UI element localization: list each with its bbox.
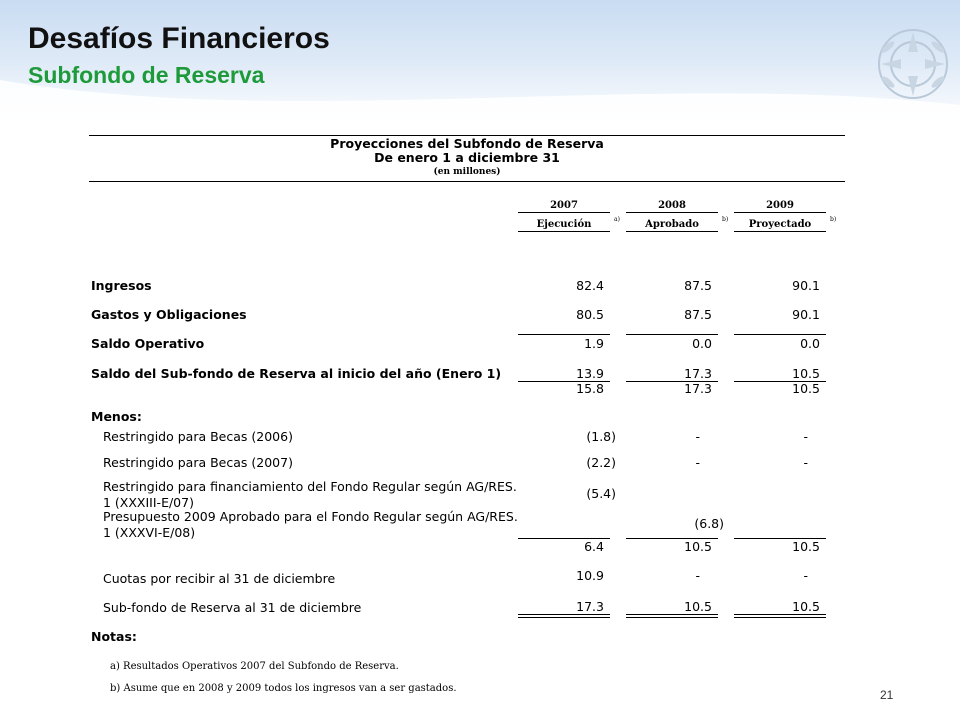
- value-ingresos-2009: 90.1: [792, 278, 820, 293]
- year-2009: 2009: [766, 200, 794, 211]
- table-heading: Proyecciones del Subfondo de Reserva: [330, 136, 604, 151]
- value-subfondo-final-2007: 17.3: [576, 599, 604, 614]
- notes-label: Notas:: [91, 629, 137, 644]
- column-marker-b: b): [722, 216, 729, 223]
- value-saldo-neto-2008: 10.5: [684, 539, 712, 554]
- row-label-ingresos: Ingresos: [91, 278, 152, 293]
- row-label-gastos: Gastos y Obligaciones: [91, 307, 247, 322]
- value-subtotal-2007: 15.8: [576, 381, 604, 396]
- row-label-presupuesto: Presupuesto 2009 Aprobado para el Fondo Regular según AG/RES.: [103, 509, 518, 524]
- row-label-saldo-operativo: Saldo Operativo: [91, 336, 205, 351]
- value-becas-2007-2008: -: [695, 455, 700, 470]
- note-a: a) Resultados Operativos 2007 del Subfondo de Reserva.: [110, 661, 399, 672]
- row-label-financiamiento-ref: 1 (XXXIII-E/07): [103, 495, 194, 510]
- value-cuotas-2008: -: [695, 568, 700, 583]
- value-becas-2007-2009: -: [803, 455, 808, 470]
- year-rule: [734, 212, 826, 213]
- row-label-financiamiento: Restringido para financiamiento del Fondo Regular según AG/RES.: [103, 479, 517, 494]
- year-2008: 2008: [658, 200, 686, 211]
- column-label-rule: [734, 231, 826, 232]
- value-subtotal-2008: 17.3: [684, 381, 712, 396]
- value-saldo-operativo-2008: 0.0: [692, 336, 712, 351]
- value-gastos-2008: 87.5: [684, 307, 712, 322]
- value-becas-2006-2008: -: [695, 429, 700, 444]
- column-marker-b: b): [830, 216, 837, 223]
- value-ingresos-2008: 87.5: [684, 278, 712, 293]
- subtotal-rule: [626, 334, 718, 335]
- row-label-becas-2006: Restringido para Becas (2006): [103, 429, 293, 444]
- total-double-rule: [626, 614, 718, 618]
- column-label-proyectado: Proyectado: [748, 219, 812, 230]
- value-saldo-neto-2007: 6.4: [584, 539, 604, 554]
- subtotal-rule: [734, 334, 826, 335]
- total-double-rule: [734, 614, 826, 618]
- value-gastos-2007: 80.5: [576, 307, 604, 322]
- value-subfondo-final-2008: 10.5: [684, 599, 712, 614]
- total-double-rule: [518, 614, 610, 618]
- subtotal-rule: [518, 334, 610, 335]
- value-becas-2006-2009: -: [803, 429, 808, 444]
- year-2007: 2007: [550, 200, 578, 211]
- column-label-rule: [518, 231, 610, 232]
- value-ingresos-2007: 82.4: [576, 278, 604, 293]
- table-heading-units: (en millones): [433, 167, 501, 177]
- slide-subtitle: Subfondo de Reserva: [28, 62, 265, 88]
- column-marker-a: a): [614, 216, 620, 223]
- value-presupuesto-2008: (6.8): [694, 516, 724, 531]
- slide-title: Desafíos Financieros: [28, 22, 330, 55]
- value-cuotas-2009: -: [803, 568, 808, 583]
- value-saldo-inicio-2008: 17.3: [684, 366, 712, 381]
- year-rule: [626, 212, 718, 213]
- value-saldo-inicio-2007: 13.9: [576, 366, 604, 381]
- value-saldo-inicio-2009: 10.5: [792, 366, 820, 381]
- value-saldo-operativo-2009: 0.0: [800, 336, 820, 351]
- value-saldo-operativo-2007: 1.9: [584, 336, 604, 351]
- oas-seal-logo: [858, 12, 958, 112]
- note-b: b) Asume que en 2008 y 2009 todos los ingresos van a ser gastados.: [110, 683, 457, 694]
- column-label-rule: [626, 231, 718, 232]
- value-gastos-2009: 90.1: [792, 307, 820, 322]
- section-label-menos: Menos:: [91, 409, 142, 424]
- page-number: 21: [880, 688, 894, 702]
- column-label-ejecucion: Ejecución: [536, 219, 592, 230]
- year-rule: [518, 212, 610, 213]
- table-heading-dates: De enero 1 a diciembre 31: [374, 150, 560, 165]
- column-label-aprobado: Aprobado: [645, 219, 699, 230]
- value-becas-2007-2007: (2.2): [586, 455, 616, 470]
- table-heading-rule: [89, 181, 845, 182]
- row-label-subfondo-final: Sub-fondo de Reserva al 31 de diciembre: [103, 600, 362, 615]
- row-label-presupuesto-ref: 1 (XXXVI-E/08): [103, 525, 196, 540]
- value-subtotal-2009: 10.5: [792, 381, 820, 396]
- value-subfondo-final-2009: 10.5: [792, 599, 820, 614]
- value-becas-2006-2007: (1.8): [586, 429, 616, 444]
- row-label-becas-2007: Restringido para Becas (2007): [103, 455, 293, 470]
- row-label-cuotas: Cuotas por recibir al 31 de diciembre: [103, 571, 336, 586]
- row-label-saldo-inicio: Saldo del Sub-fondo de Reserva al inicio del año (Enero 1): [91, 366, 502, 381]
- value-saldo-neto-2009: 10.5: [792, 539, 820, 554]
- value-financiamiento-2007: (5.4): [586, 486, 616, 501]
- value-cuotas-2007: 10.9: [576, 568, 604, 583]
